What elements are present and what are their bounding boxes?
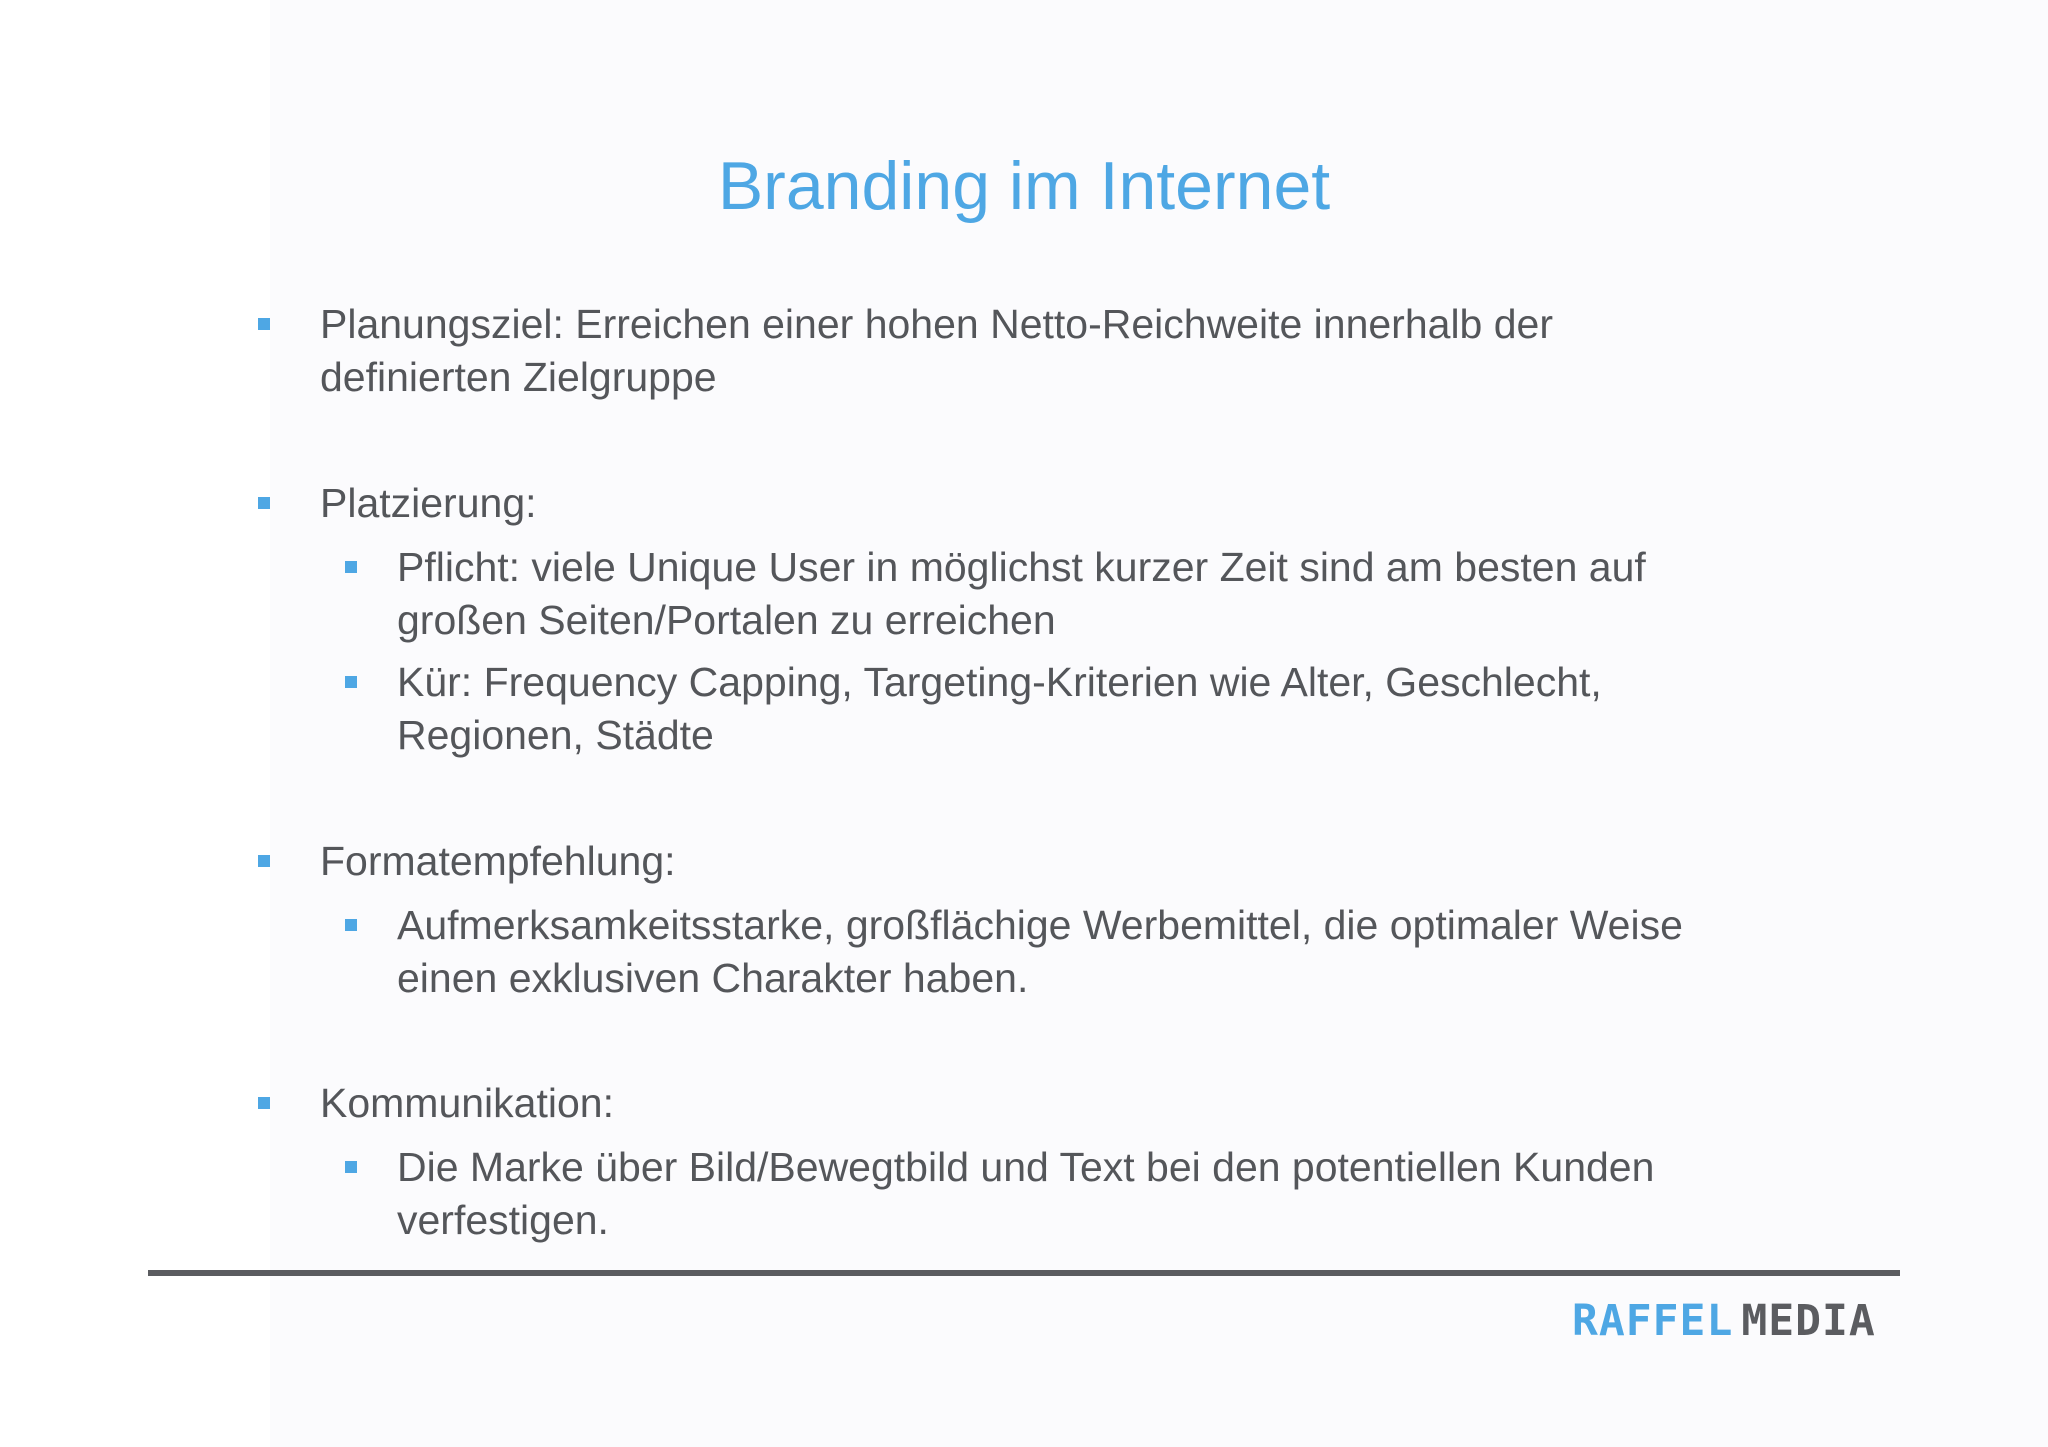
square-bullet-icon bbox=[258, 318, 270, 330]
bullet-text-line: Regionen, Städte bbox=[397, 711, 714, 758]
bullet-text-line: definierten Zielgruppe bbox=[320, 353, 717, 400]
bullet-text-line: Kommunikation: bbox=[320, 1080, 614, 1126]
square-bullet-icon bbox=[345, 1161, 357, 1173]
square-bullet-icon bbox=[345, 676, 357, 688]
square-bullet-icon bbox=[258, 1097, 270, 1109]
bullet-text-line: Die Marke über Bild/Bewegtbild und Text bei den potentiellen Kunden bbox=[397, 1144, 1655, 1190]
bullet-text-line: großen Seiten/Portalen zu erreichen bbox=[397, 596, 1056, 643]
bullet-text-line: Aufmerksamkeitsstarke, großflächige Werbemittel, die optimaler Weise bbox=[397, 902, 1683, 948]
bullet-text-line: verfestigen. bbox=[397, 1196, 609, 1243]
bullet-text-line: Pflicht: viele Unique User in möglichst kurzer Zeit sind am besten auf bbox=[397, 544, 1646, 590]
bullet-text-line: einen exklusiven Charakter haben. bbox=[397, 954, 1029, 1001]
logo-media-text: MEDIA bbox=[1741, 1296, 1876, 1346]
bullet-text-line: Planungsziel: Erreichen einer hohen Netto-Reichweite innerhalb der bbox=[320, 301, 1554, 347]
bullet-text-line: Platzierung: bbox=[320, 480, 537, 526]
bullet-text-line: Formatempfehlung: bbox=[320, 838, 676, 884]
square-bullet-icon bbox=[258, 497, 270, 509]
slide-title: Branding im Internet bbox=[717, 148, 1331, 224]
raffel-media-logo bbox=[1572, 1296, 1876, 1346]
square-bullet-icon bbox=[258, 855, 270, 867]
logo-raffel-text: RAFFEL bbox=[1572, 1296, 1734, 1346]
square-bullet-icon bbox=[345, 561, 357, 573]
bullet-text-line: Kür: Frequency Capping, Targeting-Kriterien wie Alter, Geschlecht, bbox=[397, 659, 1602, 705]
square-bullet-icon bbox=[345, 919, 357, 931]
footer-divider bbox=[148, 1270, 1900, 1276]
